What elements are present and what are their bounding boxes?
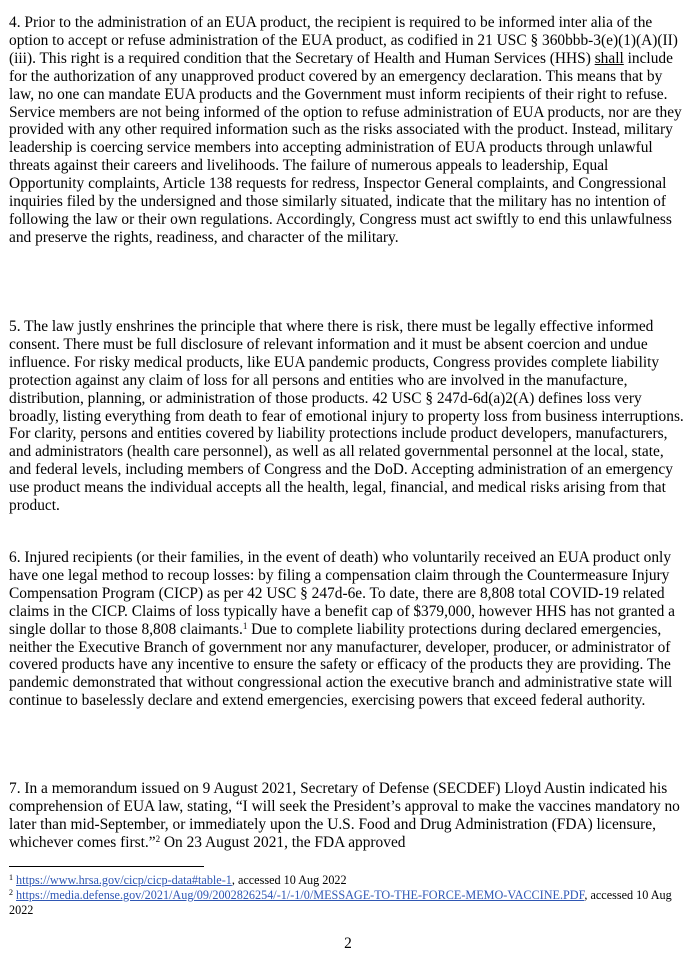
page-number: 2 [344,935,352,952]
paragraph-4 [9,14,685,247]
paragraph-4-text-b: include for the authorization of any unapproved product covered by an emergency declaration. This means that by law, no one can mandate EUA products and the Government must inform recipients of their right to refuse. Service members are not being informed of the option to refuse administration of EUA products, nor are they provided with any other required information such as the risks associated with the product. Instead, military leadership is coercing service members into accepting administration of EUA products through unlawful threats against their careers and livelihoods. The failure of numerous appeals to leadership, Equal Opportunity complaints, Article 138 requests for redress, Inspector General complaints, and Congressional inquiries filed by the undersigned and those similarly situated, indicate that the military has no intention of following the law or their own regulations. Accordingly, Congress must act swiftly to end this unlawfulness and preserve the rights, readiness, and character of the military. [9,49,682,246]
paragraph-6-text-b: Due to complete liability protections during declared emergencies, neither the Executive Branch of government nor any manufacturer, developer, producer, or administrator of covered products have any incentive to ensure the safety or efficacy of the products they are providing. The pandemic demonstrated that without congressional action the executive branch and administrative state will continue to baselessly declare and extend emergencies, exercising powers that exceed federal authority. [9,620,673,710]
footnote-2 [9,888,685,917]
paragraph-5: 5. The law justly enshrines the principle that where there is risk, there must be legally effective informed consent. There must be full disclosure of relevant information and it must be absent coercion and undue influence. For risky medical products, like EUA pandemic products, Congress provides complete liability protection against any claim of loss for all persons and entities who are involved in the manufacture, distribution, planning, or administration of those products. 42 USC § 247d-6d(a)2(A) defines loss very broadly, listing everything from death to fear of emotional injury to property loss from business interruptions. For clarity, persons and entities covered by liability protections include product developers, manufacturers, and administrators (health care personnel), as well as all related governmental personnel at the local, state, and federal levels, including members of Congress and the DoD. Accepting administration of an emergency use product means the individual accepts all the health, legal, financial, and medical risks arising from that product. [9,318,684,515]
paragraph-4-text-a: 4. Prior to the administration of an EUA product, the recipient is required to be informed inter alia of the option to accept or refuse administration of the EUA product, as codified in 21 USC § 360bbb-3(e)(1)(A)(II)(iii). This right is a required condition that the Secretary of Health and Human Services (HHS) [9,14,678,67]
footnote-ref-1[interactable]: 1 [242,620,248,631]
paragraph-7 [9,780,685,852]
footnote-1-link[interactable]: https://www.hrsa.gov/cicp/cicp-data#table-1 [16,873,232,887]
paragraph-7-text-b: On 23 August 2021, the FDA approved [160,833,406,851]
paragraph-6-text-a: 6. Injured recipients (or their families, in the event of death) who voluntarily received an EUA product only have one legal method to recoup losses: by filing a compensation claim through the Countermeasure Injury Compensation Program (CICP) as per 42 USC § 247d-6e. To date, there are 8,808 total COVID-19 related claims in the CICP. Claims of loss typically have a benefit cap of $379,000, however HHS has not granted a single dollar to those 8,808 claimants. [9,549,675,638]
paragraph-4-underlined-shall: shall [594,49,624,67]
footnote-2-link[interactable]: https://media.defense.gov/2021/Aug/09/2002826254/-1/-1/0/MESSAGE-TO-THE-FORCE-MEMO-VACCINE.PDF [16,888,585,902]
footnote-1 [9,873,685,888]
footnote-2-number: 2 [9,888,13,897]
footnote-2-text: , accessed 10 Aug 2022 [9,888,672,917]
paragraph-6 [9,549,685,710]
footnote-1-text: , accessed 10 Aug 2022 [231,873,347,887]
footnote-1-number: 1 [9,873,13,882]
footnote-separator [9,866,204,867]
paragraph-7-text-a: 7. In a memorandum issued on 9 August 2021, Secretary of Defense (SECDEF) Lloyd Austin indicated his comprehension of EUA law, stating, “I will seek the President’s approval to make the vaccines mandatory no later than mid-September, or immediately upon the U.S. Food and Drug Administration (FDA) licensure, whichever comes first.” [9,780,680,851]
footnote-ref-2[interactable]: 2 [155,833,161,844]
